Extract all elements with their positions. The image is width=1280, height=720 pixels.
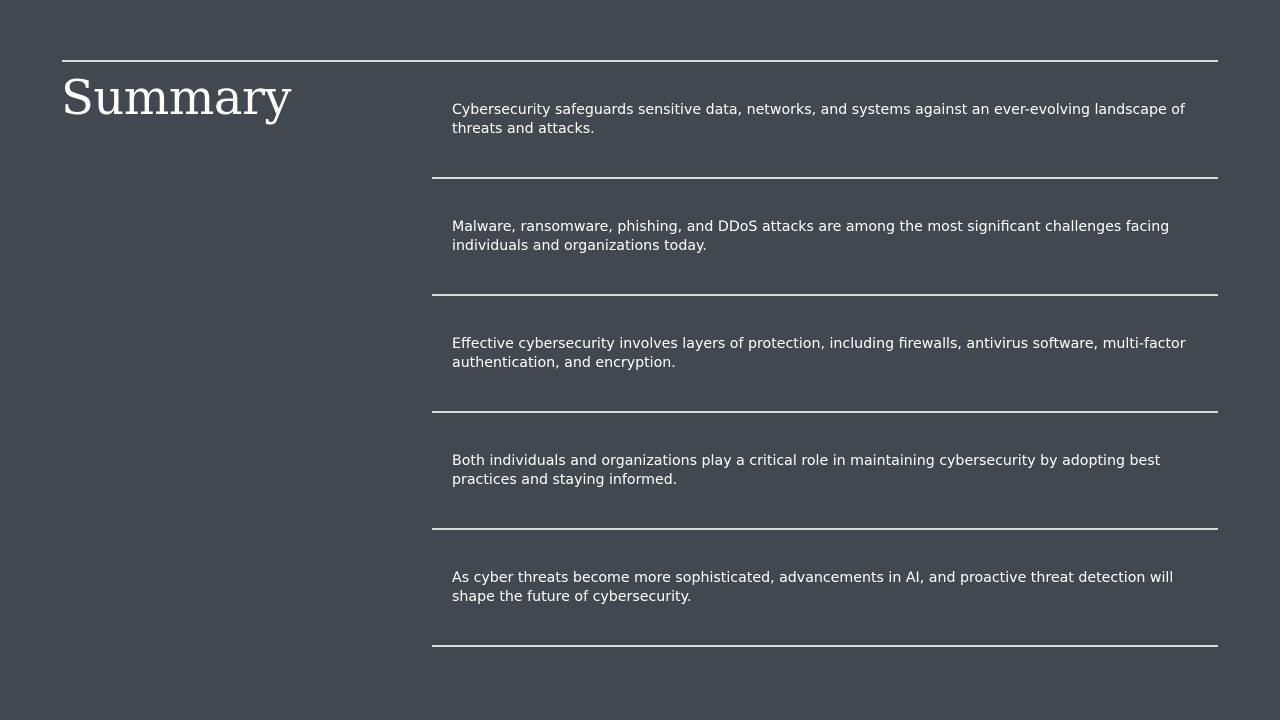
slide-title: Summary — [61, 70, 292, 126]
summary-item-text: Both individuals and organizations play a critical role in maintaining cybersecurity by adopting best practices and staying informed. — [452, 452, 1161, 488]
summary-item — [432, 530, 1218, 647]
summary-item-text: Cybersecurity safeguards sensitive data, networks, and systems against an ever-evolving landscape of threats and attacks. — [452, 101, 1185, 137]
summary-item — [432, 296, 1218, 413]
summary-item-text: As cyber threats become more sophisticated, advancements in AI, and proactive threat detection will shape the future of cybersecurity. — [452, 569, 1174, 605]
summary-item-text: Malware, ransomware, phishing, and DDoS attacks are among the most significant challenges facing individuals and organizations today. — [452, 218, 1170, 254]
summary-item — [432, 62, 1218, 179]
summary-item-text: Effective cybersecurity involves layers of protection, including firewalls, antivirus software, multi-factor authentication, and encryption. — [452, 335, 1186, 371]
summary-list — [432, 62, 1218, 647]
summary-item — [432, 179, 1218, 296]
summary-item — [432, 413, 1218, 530]
